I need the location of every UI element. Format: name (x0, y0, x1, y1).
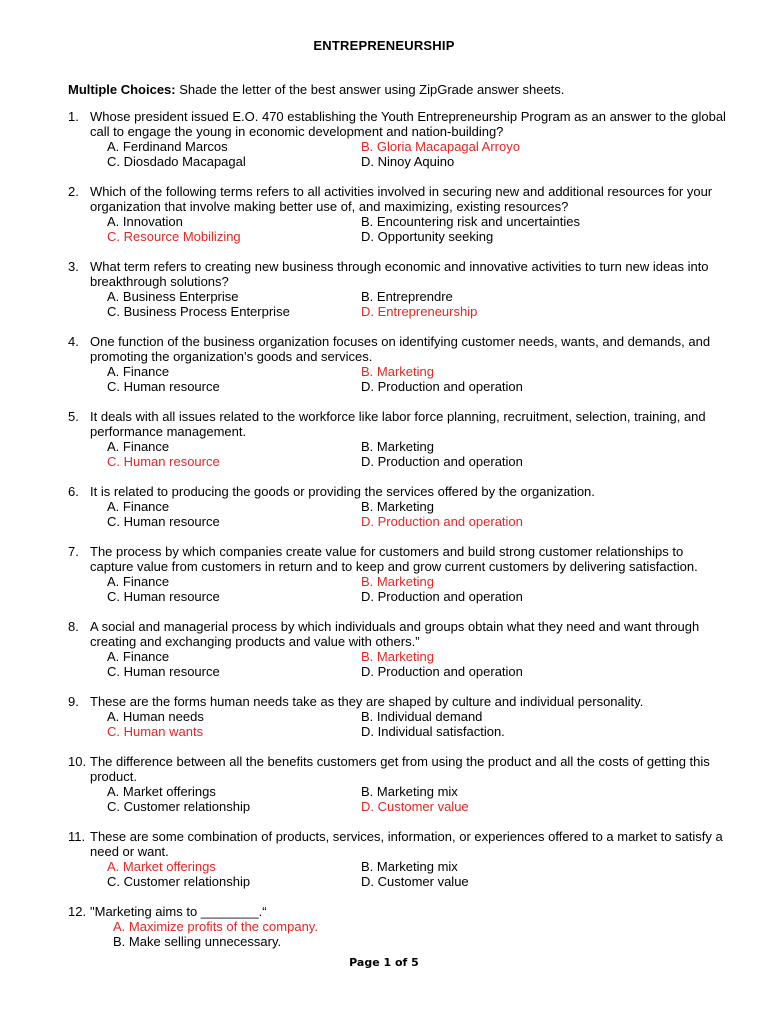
answer-options (68, 709, 728, 739)
question-number: 4. (68, 334, 79, 349)
page-title: ENTREPRENEURSHIP (313, 38, 455, 53)
answer-option: D. Production and operation (361, 454, 523, 469)
answer-option: C. Human resource (107, 379, 220, 394)
answer-option-correct: B. Marketing (361, 649, 434, 664)
question-stem (68, 544, 728, 574)
page-footer: Page 1 of 5 (349, 956, 419, 969)
question-text: The difference between all the benefits customers get from using the product and all the costs of getting this product. (90, 754, 710, 784)
question-stem (68, 109, 728, 139)
answer-option: B. Marketing mix (361, 859, 458, 874)
answer-option: C. Diosdado Macapagal (107, 154, 246, 169)
question-number: 12. (68, 904, 87, 919)
question-text: What term refers to creating new business through economic and innovative activities to turn new ideas into breakthrough solutions? (90, 259, 709, 289)
answer-option: A. Market offerings (107, 784, 216, 799)
answer-option-correct: A. Maximize profits of the company. (113, 919, 318, 934)
answer-option-correct: C. Human wants (107, 724, 204, 739)
question-text: One function of the business organization focuses on identifying customer needs, wants, and demands, and promoting the organization’s goods and services. (90, 334, 711, 364)
answer-option: C. Customer relationship (107, 799, 251, 814)
question-stem (68, 409, 728, 439)
question-text: It deals with all issues related to the workforce like labor force planning, recruitment, selection, training, and performance management. (90, 409, 706, 439)
question-item (68, 109, 728, 169)
answer-option-correct: D. Customer value (361, 799, 469, 814)
answer-option: A. Human needs (107, 709, 204, 724)
answer-option: C. Human resource (107, 589, 220, 604)
answer-option: D. Customer value (361, 874, 469, 889)
answer-option-correct: A. Market offerings (107, 859, 216, 874)
question-item (68, 259, 728, 319)
answer-option: A. Innovation (107, 214, 183, 229)
answer-option: B. Individual demand (361, 709, 483, 724)
answer-option: D. Opportunity seeking (361, 229, 494, 244)
answer-option: B. Marketing mix (361, 784, 458, 799)
answer-options (68, 784, 728, 814)
question-text: It is related to producing the goods or providing the services offered by the organization. (90, 484, 595, 499)
question-item (68, 619, 728, 679)
question-item (68, 694, 728, 739)
question-text: These are the forms human needs take as they are shaped by culture and individual personality. (90, 694, 644, 709)
question-text: These are some combination of products, services, information, or experiences offered to a market to satisfy a need or want. (90, 829, 723, 859)
question-list (68, 109, 728, 964)
answer-option: C. Human resource (107, 514, 220, 529)
answer-option: B. Marketing (361, 439, 434, 454)
answer-option: A. Finance (107, 364, 170, 379)
answer-option: D. Ninoy Aquino (361, 154, 455, 169)
answer-option: C. Human resource (107, 664, 220, 679)
question-number: 8. (68, 619, 79, 634)
question-stem (68, 904, 728, 919)
question-number: 6. (68, 484, 79, 499)
answer-option-correct: B. Gloria Macapagal Arroyo (361, 139, 520, 154)
answer-option: B. Entreprendre (361, 289, 453, 304)
question-number: 9. (68, 694, 79, 709)
question-stem (68, 619, 728, 649)
question-item (68, 184, 728, 244)
answer-options (68, 649, 728, 679)
question-number: 3. (68, 259, 79, 274)
question-number: 2. (68, 184, 79, 199)
question-stem (68, 259, 728, 289)
answer-option-correct: B. Marketing (361, 364, 434, 379)
answer-option: D. Production and operation (361, 664, 523, 679)
answer-options (68, 919, 728, 949)
answer-option-correct: C. Resource Mobilizing (107, 229, 241, 244)
answer-option-correct: D. Entrepreneurship (361, 304, 478, 319)
answer-options (68, 859, 728, 889)
question-stem (68, 694, 728, 709)
question-text: Which of the following terms refers to all activities involved in securing new and additional resources for your organization that involve making better use of, and maximizing, existing resources? (90, 184, 713, 214)
answer-options (68, 214, 728, 244)
question-number: 7. (68, 544, 79, 559)
answer-option-correct: B. Marketing (361, 574, 434, 589)
question-text: A social and managerial process by which individuals and groups obtain what they need and want through creating and exchanging products and value with others.” (90, 619, 700, 649)
question-text: The process by which companies create value for customers and build strong customer relationships to capture value from customers in return and to keep and grow current customers by delivering satisfaction. (90, 544, 698, 574)
question-item (68, 829, 728, 889)
answer-option-correct: C. Human resource (107, 454, 220, 469)
question-item (68, 409, 728, 469)
instructions (68, 82, 564, 97)
question-number: 10. (68, 754, 87, 769)
question-item (68, 904, 728, 949)
answer-option: D. Production and operation (361, 379, 523, 394)
answer-option: C. Customer relationship (107, 874, 251, 889)
answer-option: B. Make selling unnecessary. (113, 934, 282, 949)
answer-option: C. Business Process Enterprise (107, 304, 290, 319)
question-item (68, 544, 728, 604)
answer-option: A. Finance (107, 439, 170, 454)
question-item (68, 754, 728, 814)
answer-option: A. Finance (107, 649, 170, 664)
answer-option: B. Marketing (361, 499, 434, 514)
answer-option: B. Encountering risk and uncertainties (361, 214, 580, 229)
answer-option: D. Individual satisfaction. (361, 724, 505, 739)
answer-options (68, 364, 728, 394)
answer-option: D. Production and operation (361, 589, 523, 604)
answer-options (68, 574, 728, 604)
answer-options (68, 289, 728, 319)
question-stem (68, 334, 728, 364)
answer-option: A. Finance (107, 574, 170, 589)
question-text: "Marketing aims to ________.“ (90, 904, 267, 919)
question-stem (68, 484, 728, 499)
question-number: 5. (68, 409, 79, 424)
answer-options (68, 139, 728, 169)
answer-option-correct: D. Production and operation (361, 514, 523, 529)
answer-option: A. Finance (107, 499, 170, 514)
instructions-text: Shade the letter of the best answer using ZipGrade answer sheets. (175, 82, 565, 97)
question-item (68, 334, 728, 394)
question-item (68, 484, 728, 529)
answer-option: A. Ferdinand Marcos (107, 139, 228, 154)
question-number: 11. (68, 829, 86, 844)
answer-option: A. Business Enterprise (107, 289, 239, 304)
question-text: Whose president issued E.O. 470 establishing the Youth Entrepreneurship Program as an answer to the global call to engage the young in economic development and nation-building? (90, 109, 726, 139)
question-stem (68, 184, 728, 214)
instructions-label: Multiple Choices: (68, 82, 176, 97)
question-stem (68, 829, 728, 859)
question-stem (68, 754, 728, 784)
answer-options (68, 499, 728, 529)
answer-options (68, 439, 728, 469)
question-number: 1. (68, 109, 79, 124)
